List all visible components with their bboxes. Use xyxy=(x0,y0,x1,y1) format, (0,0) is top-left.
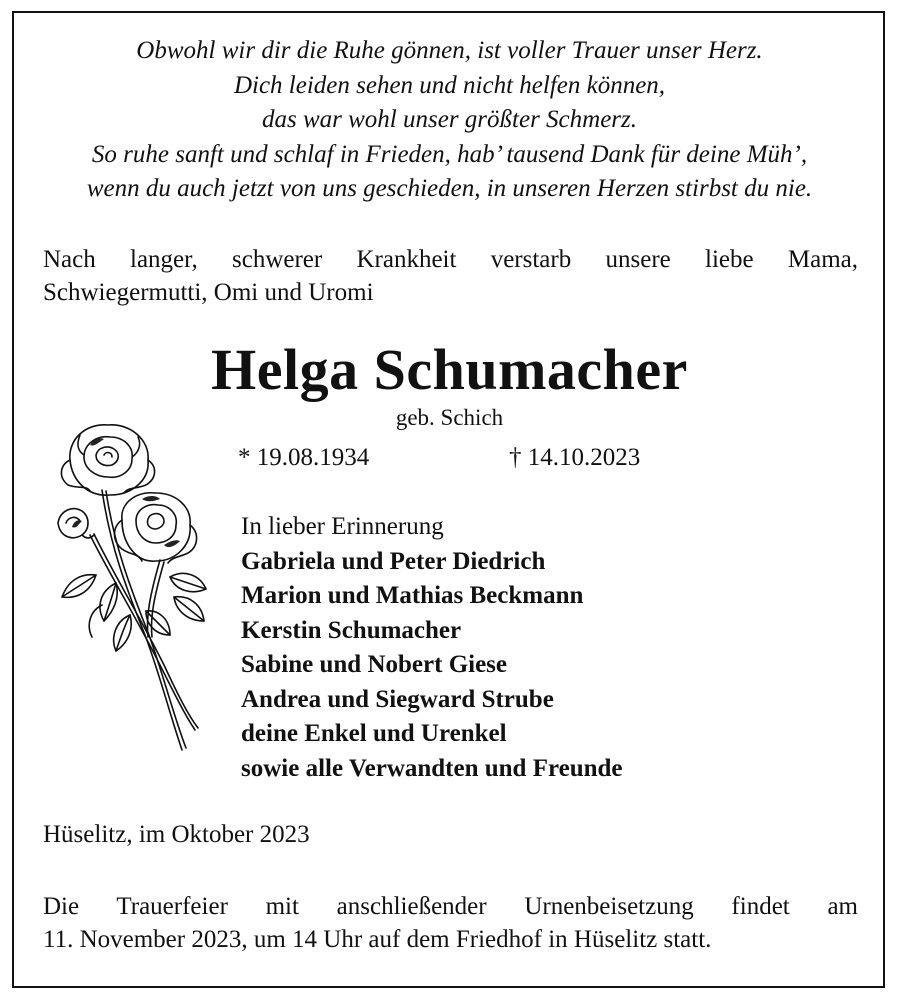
rose-illustration-icon xyxy=(50,415,215,760)
poem-line: So ruhe sanft und schlaf in Frieden, hab’ tausend Dank für deine Müh’, xyxy=(91,140,808,168)
mourner-name: Marion und Mathias Beckmann xyxy=(241,582,584,609)
mourners-lead: In lieber Erinnerung xyxy=(241,513,444,540)
mourner-name: Andrea und Siegward Strube xyxy=(241,685,554,713)
service-line: Die Trauerfeier mit anschließender Urnenbeisetzung findet am xyxy=(43,893,858,920)
funeral-service-info xyxy=(43,890,858,956)
birth-date: * 19.08.1934 xyxy=(238,444,370,471)
death-announcement xyxy=(43,243,858,309)
announcement-line: Nach langer, schwerer Krankheit verstarb unsere liebe Mama, xyxy=(43,246,858,273)
poem-line: Obwohl wir dir die Ruhe gönnen, ist voller Trauer unser Herz. xyxy=(136,37,763,64)
mourner-name: deine Enkel und Urenkel xyxy=(241,720,507,747)
mourner-name: sowie alle Verwandten und Freunde xyxy=(241,754,623,782)
service-line: 11. November 2023, um 14 Uhr auf dem Friedhof in Hüselitz statt. xyxy=(43,926,712,953)
poem-line: das war wohl unser größter Schmerz. xyxy=(261,106,637,133)
mourner-name: Kerstin Schumacher xyxy=(241,616,462,644)
deceased-name: Helga Schumacher xyxy=(211,337,688,402)
poem-line: Dich leiden sehen und nicht helfen können, xyxy=(233,71,666,99)
place-and-date: Hüselitz, im Oktober 2023 xyxy=(43,821,310,848)
poem-line: wenn du auch jetzt von uns geschieden, in unseren Herzen stirbst du nie. xyxy=(86,175,813,202)
mourner-name: Sabine und Nobert Giese xyxy=(241,651,508,678)
announcement-line: Schwiegermutti, Omi und Uromi xyxy=(43,279,374,306)
mourners-list xyxy=(241,510,623,786)
memorial-poem xyxy=(28,34,871,207)
mourner-name: Gabriela und Peter Diedrich xyxy=(241,547,546,575)
maiden-name: geb. Schich xyxy=(395,405,504,430)
death-date: † 14.10.2023 xyxy=(509,444,641,471)
